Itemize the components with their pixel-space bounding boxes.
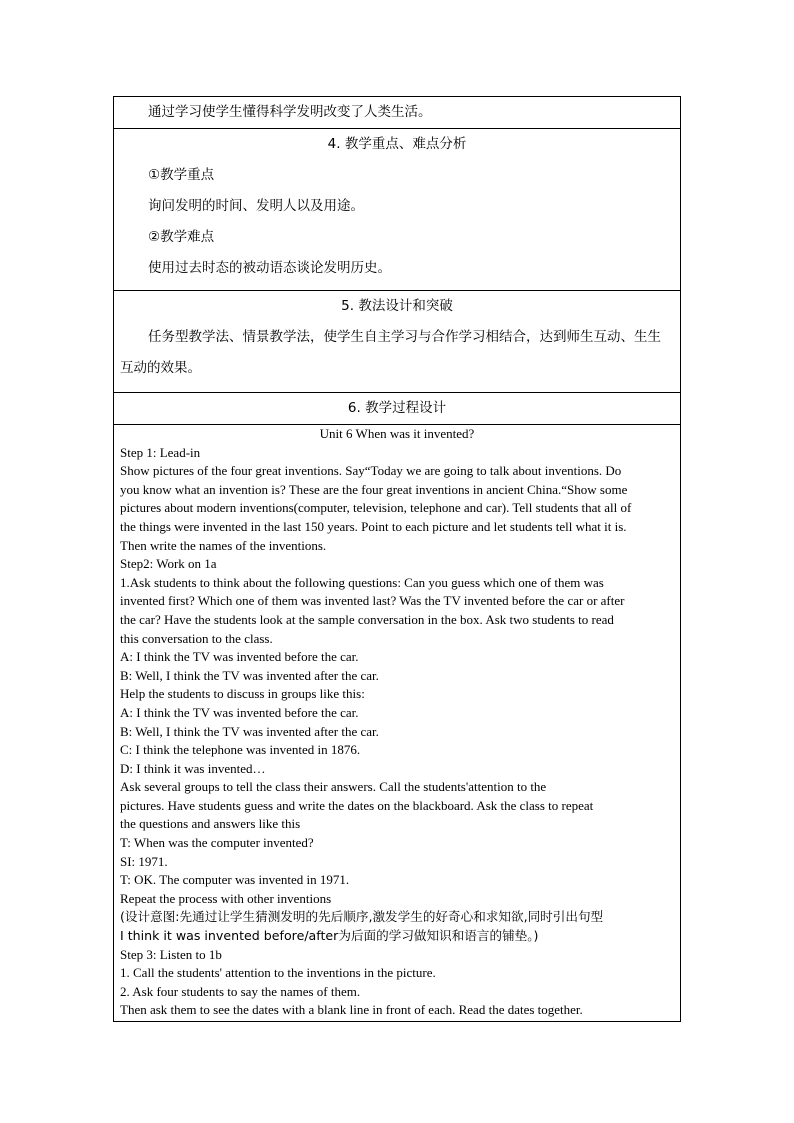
- process-line: Then write the names of the inventions.: [120, 537, 327, 553]
- process-line: Step 3: Listen to 1b: [120, 946, 222, 962]
- process-line: Ask several groups to tell the class their answers. Call the students'attention to the: [120, 779, 547, 795]
- process-line: 1. Call the students' attention to the inventions in the picture.: [120, 965, 436, 981]
- objective-cell: [114, 97, 681, 129]
- process-line: T: OK. The computer was invented in 1971.: [120, 872, 350, 888]
- process-line: you know what an invention is? These are the four great inventions in ancient China.“Show some: [120, 481, 628, 497]
- process-line: pictures. Have students guess and write the dates on the blackboard. Ask the class to repeat: [120, 797, 594, 813]
- process-line: C: I think the telephone was invented in 1876.: [120, 742, 361, 758]
- process-line: 2. Ask four students to say the names of them.: [120, 983, 361, 999]
- process-line: Show pictures of the four great inventions. Say“Today we are going to talk about inventions. Do: [120, 463, 622, 479]
- method-cell: [114, 291, 681, 393]
- process-heading-row: [114, 393, 681, 425]
- process-line: Repeat the process with other inventions: [120, 890, 332, 906]
- key-point-text: 询问发明的时间、发明人以及用途。: [148, 198, 364, 214]
- design-intent-line1: (设计意图:先通过让学生猜测发明的先后顺序,激发学生的好奇心和求知欲,同时引出句型: [120, 909, 604, 925]
- process-line: the things were invented in the last 150 years. Point to each picture and let students tell what it is.: [120, 518, 627, 534]
- process-line: SI: 1971.: [120, 853, 168, 869]
- process-lines: [120, 444, 674, 909]
- process-line: T: When was the computer invented?: [120, 835, 314, 851]
- difficulty-text: 使用过去时态的被动语态谈论发明历史。: [148, 260, 391, 276]
- section-4-heading: 4. 教学重点、难点分析: [327, 136, 467, 152]
- process-line: the questions and answers like this: [120, 816, 301, 832]
- key-point-label: ①教学重点: [148, 167, 215, 183]
- section-6-heading: 6. 教学过程设计: [347, 400, 447, 416]
- lesson-plan-table: [113, 96, 681, 1022]
- process-line: invented first? Which one of them was invented last? Was the TV invented before the car or after: [120, 593, 625, 609]
- process-line: pictures about modern inventions(computer, television, telephone and car). Tell students that all of: [120, 500, 632, 516]
- process-row: [114, 425, 681, 1022]
- unit-title: Unit 6 When was it invented?: [319, 426, 475, 441]
- process-line: Then ask them to see the dates with a blank line in front of each. Read the dates together.: [120, 1002, 583, 1018]
- process-line: A: I think the TV was invented before the car.: [120, 704, 359, 720]
- method-row: [114, 291, 681, 393]
- section-5-heading: 5. 教法设计和突破: [341, 298, 453, 314]
- objective-text: 通过学习使学生懂得科学发明改变了人类生活。: [148, 104, 432, 120]
- method-text-line1: 任务型教学法、情景教学法，使学生自主学习与合作学习相结合，达到师生互动、生生: [148, 329, 661, 345]
- design-intent-line2: I think it was invented before/after为后面的学习做知识和语言的铺垫。): [120, 928, 539, 944]
- process-heading-cell: [114, 393, 681, 425]
- process-line: Step 1: Lead-in: [120, 444, 201, 460]
- focus-difficulty-row: [114, 129, 681, 291]
- process-line: 1.Ask students to think about the following questions: Can you guess which one of them was: [120, 574, 604, 590]
- process-line: this conversation to the class.: [120, 630, 273, 646]
- process-cell: [114, 425, 681, 1022]
- process-line: D: I think it was invented…: [120, 760, 266, 776]
- objective-row: [114, 97, 681, 129]
- process-line: Help the students to discuss in groups like this:: [120, 686, 365, 702]
- process-line: A: I think the TV was invented before the car.: [120, 649, 359, 665]
- process-line: the car? Have the students look at the sample conversation in the box. Ask two students to read: [120, 611, 614, 627]
- focus-difficulty-cell: [114, 129, 681, 291]
- process-line: B: Well, I think the TV was invented after the car.: [120, 723, 379, 739]
- process-lines-continued: [120, 946, 674, 1020]
- process-line: Step2: Work on 1a: [120, 556, 217, 572]
- method-text-line2: 互动的效果。: [120, 360, 201, 376]
- difficulty-label: ②教学难点: [148, 229, 215, 245]
- process-line: B: Well, I think the TV was invented after the car.: [120, 667, 379, 683]
